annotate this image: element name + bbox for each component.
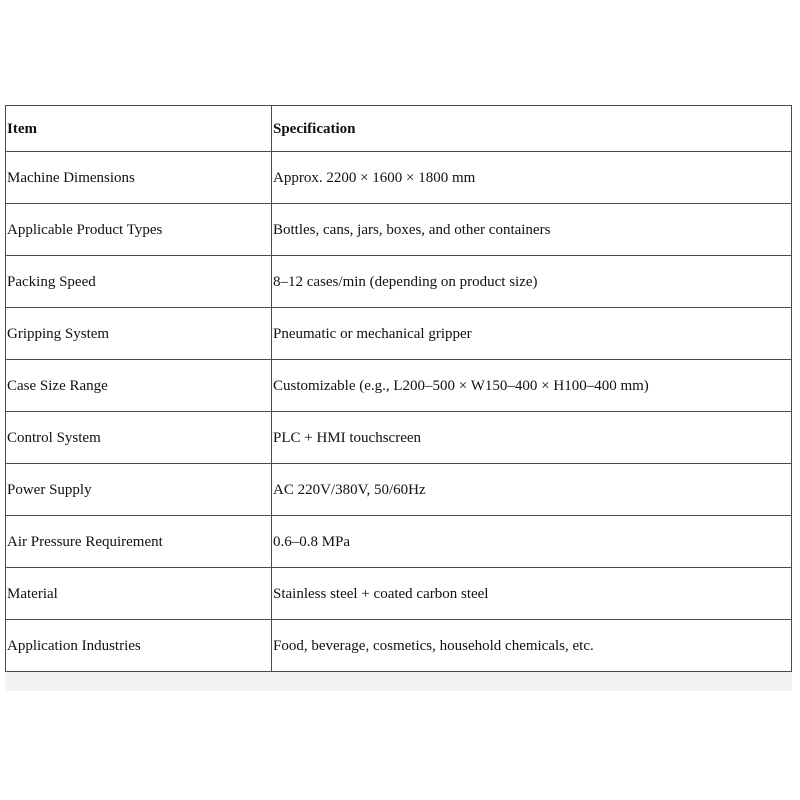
- row-spec-cell: Bottles, cans, jars, boxes, and other containers: [272, 204, 792, 256]
- header-specification: Specification: [272, 106, 792, 152]
- table-header-row: [6, 106, 792, 152]
- row-spec-cell: AC 220V/380V, 50/60Hz: [272, 464, 792, 516]
- row-item-cell: Power Supply: [6, 464, 272, 516]
- row-spec-cell: PLC + HMI touchscreen: [272, 412, 792, 464]
- table-row: [6, 204, 792, 256]
- row-item-cell: Case Size Range: [6, 360, 272, 412]
- row-item-cell: Gripping System: [6, 308, 272, 360]
- table-row: [6, 516, 792, 568]
- header-item: Item: [6, 106, 272, 152]
- row-spec-cell: Pneumatic or mechanical gripper: [272, 308, 792, 360]
- spec-table: [5, 105, 792, 672]
- row-item-cell: Packing Speed: [6, 256, 272, 308]
- row-spec-cell: Customizable (e.g., L200–500 × W150–400 × H100–400 mm): [272, 360, 792, 412]
- row-spec-cell: Stainless steel + coated carbon steel: [272, 568, 792, 620]
- row-item-cell: Material: [6, 568, 272, 620]
- row-item-cell: Machine Dimensions: [6, 152, 272, 204]
- row-item-cell: Application Industries: [6, 620, 272, 672]
- table-row: [6, 256, 792, 308]
- table-row: [6, 412, 792, 464]
- row-item-cell: Control System: [6, 412, 272, 464]
- row-spec-cell: Approx. 2200 × 1600 × 1800 mm: [272, 152, 792, 204]
- table-row: [6, 568, 792, 620]
- table-row: [6, 308, 792, 360]
- row-spec-cell: 0.6–0.8 MPa: [272, 516, 792, 568]
- spec-table-container: [5, 105, 792, 691]
- row-item-cell: Applicable Product Types: [6, 204, 272, 256]
- table-row: [6, 620, 792, 672]
- row-item-cell: Air Pressure Requirement: [6, 516, 272, 568]
- table-row: [6, 360, 792, 412]
- table-row: [6, 464, 792, 516]
- row-spec-cell: 8–12 cases/min (depending on product size): [272, 256, 792, 308]
- table-row: [6, 152, 792, 204]
- row-spec-cell: Food, beverage, cosmetics, household chemicals, etc.: [272, 620, 792, 672]
